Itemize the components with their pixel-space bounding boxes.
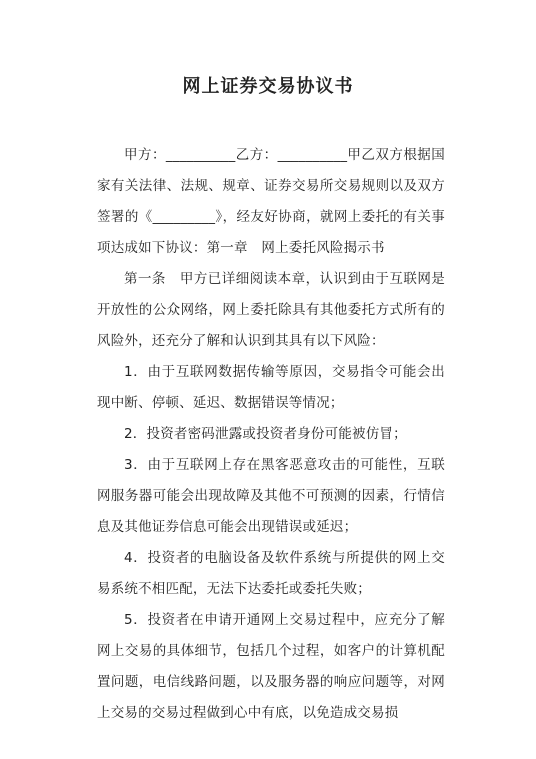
paragraph-risk-2: 2．投资者密码泄露或投资者身份可能被仿冒；: [124, 426, 407, 442]
paragraph-risk-1: 1．由于互联网数据传输等原因，交易指令可能会出现中断、停顿、延迟、数据错误等情况；: [97, 364, 445, 411]
document-title: 网上证券交易协议书: [182, 76, 354, 97]
paragraph-risk-3: 3．由于互联网上存在黑客恶意攻击的可能性，互联网服务器可能会出现故障及其他不可预测的因素，行情信息及其他证券信息可能会出现错误或延迟；: [97, 457, 445, 535]
paragraph-preamble: 甲方：__________乙方：__________甲乙双方根据国家有关法律、法规、规章、证券交易所交易规则以及双方签署的《_________》，经友好协商，就网上委托的有关事项达成如下协议：第一章 网上委托风险揭示书: [97, 147, 445, 256]
paragraph-article-1: 第一条 甲方已详细阅读本章，认识到由于互联网是开放性的公众网络，网上委托除具有其他委托方式所有的风险外，还充分了解和认识到其具有以下风险：: [97, 271, 445, 349]
paragraph-risk-5: 5．投资者在申请开通网上交易过程中，应充分了解网上交易的具体细节，包括几个过程，如客户的计算机配置问题，电信线路问题，以及服务器的响应问题等，对网上交易的交易过程做到心中有底，以免造成交易损: [97, 612, 445, 721]
paragraph-risk-4: 4．投资者的电脑设备及软件系统与所提供的网上交易系统不相匹配，无法下达委托或委托失败；: [97, 550, 445, 597]
document-body: [97, 140, 445, 729]
